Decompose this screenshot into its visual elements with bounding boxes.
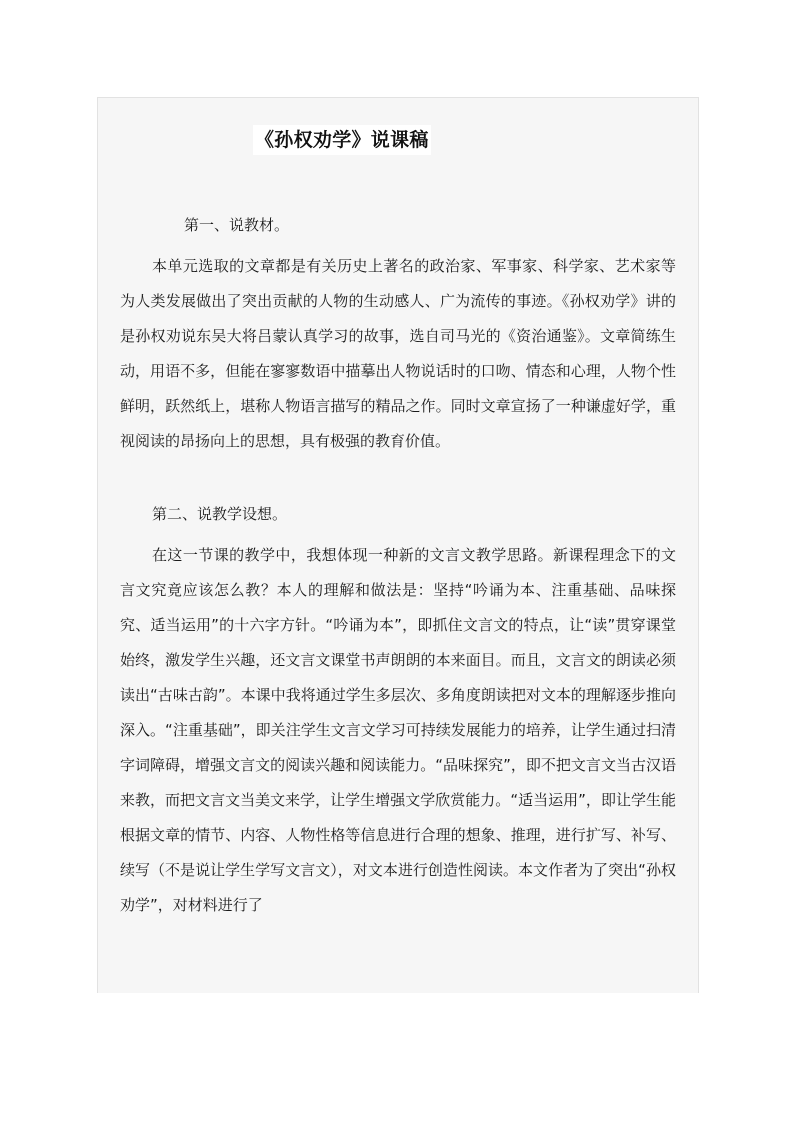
title-highlight — [253, 125, 431, 155]
document-title: 《孙权劝学》说课稿 — [255, 129, 429, 151]
document-page — [97, 97, 699, 993]
paragraph-teaching-material: 本单元选取的文章都是有关历史上著名的政治家、军事家、科学家、艺术家等为人类发展做出了突出贡献的人物的生动感人、广为流传的事迹。《孙权劝学》讲的是孙权劝说东吴大将吕蒙认真学习的故事，选自司马光的《资治通鉴》。文章简练生动，用语不多，但能在寥寥数语中描摹出人物说话时的口吻、情态和心理，人物个性鲜明，跃然纸上，堪称人物语言描写的精品之作。同时文章宣扬了一种谦虚好学，重视阅读的昂扬向上的思想，具有极强的教育价值。 — [120, 257, 676, 450]
section-heading-teaching-material: 第一、说教材。 — [184, 216, 290, 234]
paragraph-teaching-design: 在这一节课的教学中，我想体现一种新的文言文教学思路。新课程理念下的文言文究竟应该怎么教？本人的理解和做法是：坚持“吟诵为本、注重基础、品味探究、适当运用”的十六字方针。“吟诵为本”，即抓住文言文的特点，让“读”贯穿课堂始终，激发学生兴趣，还文言文课堂书声朗朗的本来面目。而且，文言文的朗读必须读出“古味古韵”。本课中我将通过学生多层次、多角度朗读把对文本的理解逐步推向深入。“注重基础”，即关注学生文言文学习可持续发展能力的培养，让学生通过扫清字词障碍，增强文言文的阅读兴趣和阅读能力。“品味探究”，即不把文言文当古汉语来教，而把文言文当美文来学，让学生增强文学欣赏能力。“适当运用”，即让学生能根据文章的情节、内容、人物性格等信息进行合理的想象、推理，进行扩写、补写、续写（不是说让学生学写文言文），对文本进行创造性阅读。本文作者为了突出“孙权劝学”，对材料进行了 — [120, 546, 676, 914]
section-heading-teaching-design: 第二、说教学设想。 — [152, 505, 288, 523]
